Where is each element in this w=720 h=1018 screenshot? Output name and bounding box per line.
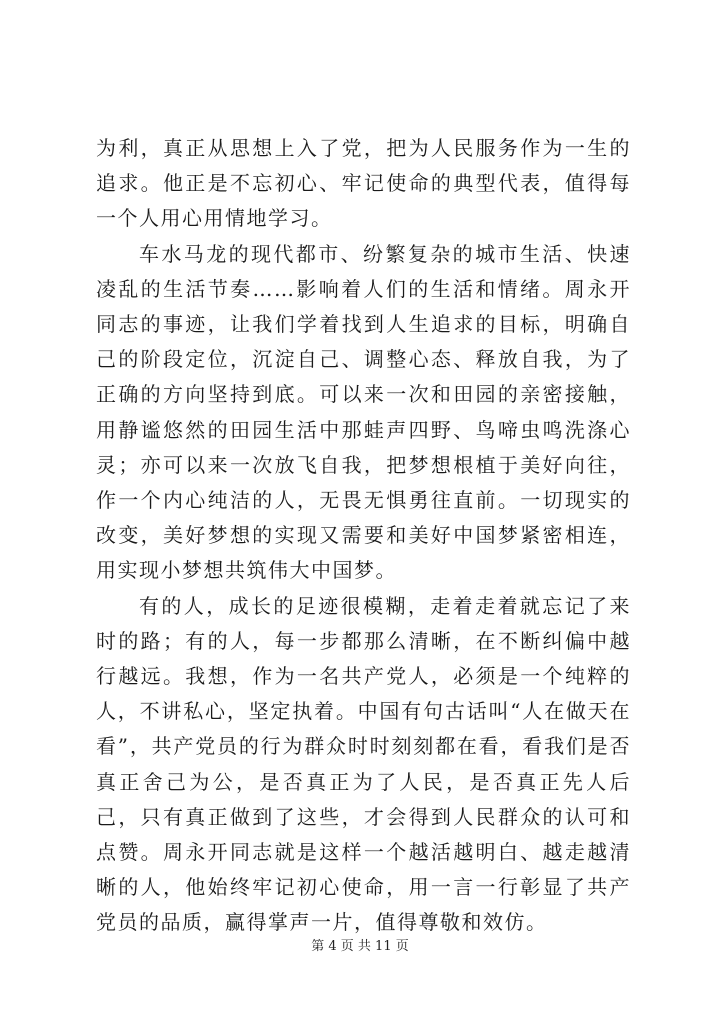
page-number-footer: 第 4 页 共 11 页 xyxy=(311,939,409,954)
paragraph-2: 车水马龙的现代都市、纷繁复杂的城市生活、快速凌乱的生活节奏……影响着人们的生活和情绪。周永开同志的事迹，让我们学着找到人生追求的目标，明确自己的阶段定位，沉淀自己、调整心态、释放自我，为了正确的方向坚持到底。可以来一次和田园的亲密接触，用静谧悠然的田园生活中那蛙声四野、鸟啼虫鸣洗涤心灵；亦可以来一次放飞自我，把梦想根植于美好向往，作一个内心纯洁的人，无畏无惧勇往直前。一切现实的改变，美好梦想的实现又需要和美好中国梦紧密相连，用实现小梦想共筑伟大中国梦。 xyxy=(96,241,631,583)
paragraph-1: 为利，真正从思想上入了党，把为人民服务作为一生的追求。他正是不忘初心、牢记使命的典型代表，值得每一个人用心用情地学习。 xyxy=(96,136,631,231)
document-body xyxy=(96,131,631,941)
paragraph-3: 有的人，成长的足迹很模糊，走着走着就忘记了来时的路；有的人，每一步都那么清晰，在不断纠偏中越行越远。我想，作为一名共产党人，必须是一个纯粹的人，不讲私心，坚定执着。中国有句古话叫“人在做天在看”，共产党员的行为群众时时刻刻都在看，看我们是否真正舍己为公，是否真正为了人民，是否真正先人后己，只有真正做到了这些，才会得到人民群众的认可和点赞。周永开同志就是这样一个越活越明白、越走越清晰的人，他始终牢记初心使命，用一言一行彰显了共产党员的品质，赢得掌声一片，值得尊敬和效仿。 xyxy=(96,593,631,935)
